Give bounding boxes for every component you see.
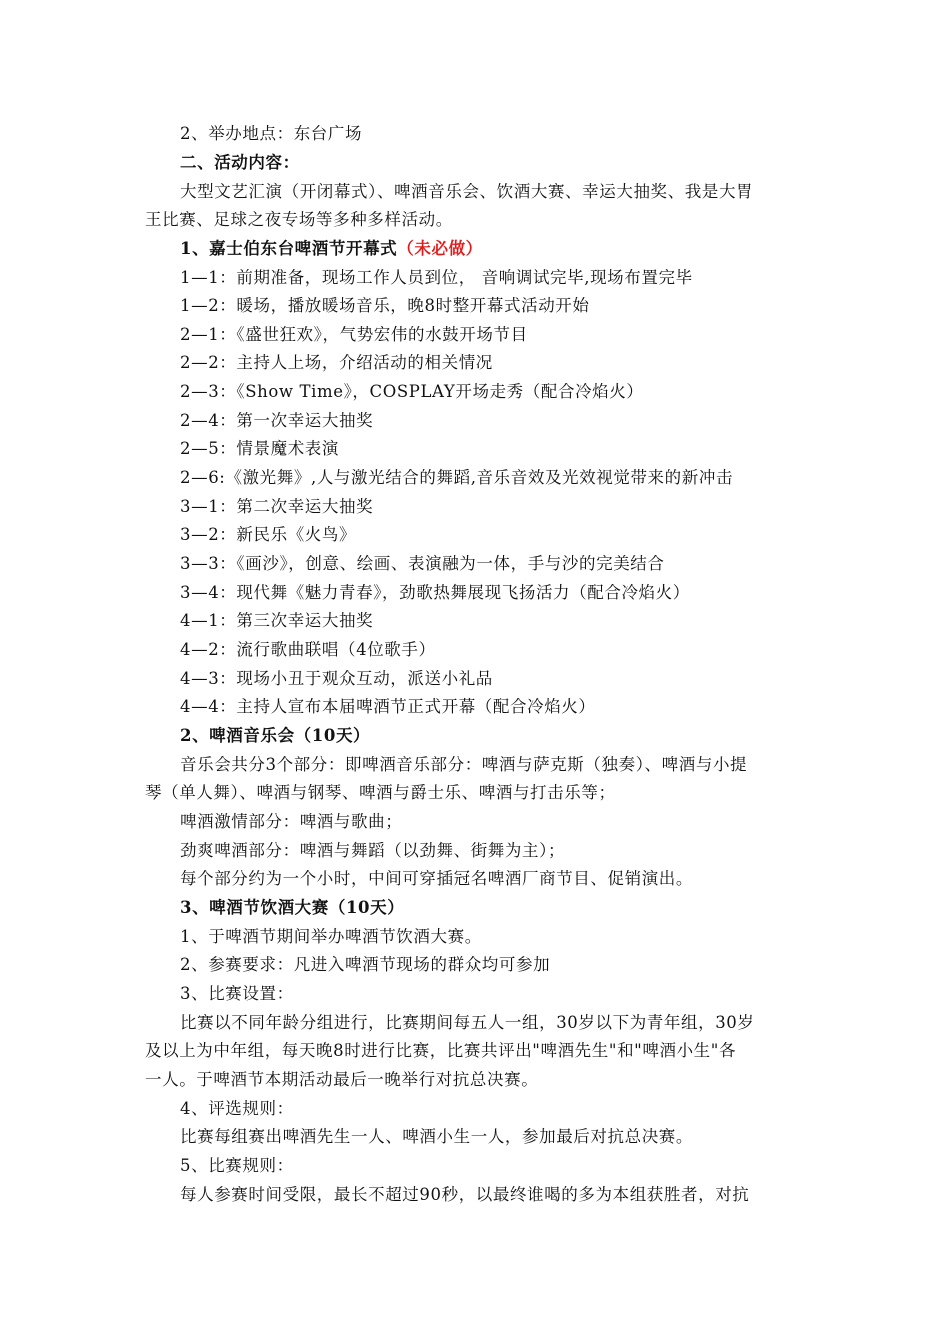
text-line: 4—1：第三次幸运大抽奖 [180,611,374,630]
text-line: 3—1：第二次幸运大抽奖 [180,497,374,516]
text-line: 2、举办地点：东台广场 [180,124,363,143]
text-line: 1、于啤酒节期间举办啤酒节饮酒大赛。 [180,927,482,946]
text-line: 2—2：主持人上场，介绍活动的相关情况 [180,353,493,372]
subsection-heading: 2、啤酒音乐会（10天） [180,726,371,745]
text-line: 每人参赛时间受限，最长不超过90秒，以最终谁喝的多为本组获胜者，对抗 [180,1185,750,1204]
text-line: 3、比赛设置： [180,984,294,1003]
text-line: 4、评选规则： [180,1099,294,1118]
text-line: 3—4：现代舞《魅力青春》，劲歌热舞展现飞扬活力（配合冷焰火） [180,583,690,602]
text-line: 4—4：主持人宣布本届啤酒节正式开幕（配合冷焰火） [180,697,596,716]
text-line: 3—3：《画沙》，创意、绘画、表演融为一体，手与沙的完美结合 [180,554,665,573]
text-line: 2—5：情景魔术表演 [180,439,339,458]
text-line: 一人。于啤酒节本期活动最后一晚举行对抗总决赛。 [145,1070,539,1089]
text-line: 5、比赛规则： [180,1156,294,1175]
text-line: 琴（单人舞）、啤酒与钢琴、啤酒与爵士乐、啤酒与打击乐等； [145,783,616,802]
text-line: 2—3：《Show Time》，COSPLAY开场走秀（配合冷焰火） [180,382,644,401]
text-line: 1—1：前期准备，现场工作人员到位， 音响调试完毕,现场布置完毕 [180,268,693,287]
text-line: 啤酒激情部分：啤酒与歌曲； [180,812,403,831]
text-line: 及以上为中年组，每天晚8时进行比赛，比赛共评出"啤酒先生"和"啤酒小生"各 [145,1041,737,1060]
text-line: 大型文艺汇演（开闭幕式）、啤酒音乐会、饮酒大赛、幸运大抽奖、我是大胃 [180,182,754,201]
text-line: 比赛每组赛出啤酒先生一人、啤酒小生一人，参加最后对抗总决赛。 [180,1127,693,1146]
note-red: （未必做） [397,239,483,258]
text-line: 2—4：第一次幸运大抽奖 [180,411,374,430]
text-line: 4—2：流行歌曲联唱（4位歌手） [180,640,436,659]
text-line: 2—6:《激光舞》,人与激光结合的舞蹈,音乐音效及光效视觉带来的新冲击 [180,468,734,487]
text-line: 王比赛、足球之夜专场等多种多样活动。 [145,210,453,229]
text-line: 比赛以不同年龄分组进行，比赛期间每五人一组，30岁以下为青年组，30岁 [180,1013,755,1032]
text-line: 1—2：暖场，播放暖场音乐，晚8时整开幕式活动开始 [180,296,590,315]
text-line: 3—2：新民乐《火鸟》 [180,525,357,544]
text-line: 劲爽啤酒部分：啤酒与舞蹈（以劲舞、街舞为主）； [180,841,566,860]
subsection-heading [180,239,845,259]
text-line: 每个部分约为一个小时，中间可穿插冠名啤酒厂商节目、促销演出。 [180,869,693,888]
text-line: 4—3：现场小丑于观众互动，派送小礼品 [180,669,493,688]
subsection-heading: 3、啤酒节饮酒大赛（10天） [180,898,405,917]
text-line: 2、参赛要求：凡进入啤酒节现场的群众均可参加 [180,955,551,974]
section-heading: 二、活动内容： [180,153,300,172]
subsection-title: 1、嘉士伯东台啤酒节开幕式 [180,239,398,258]
text-line: 音乐会共分3个部分：即啤酒音乐部分：啤酒与萨克斯（独奏）、啤酒与小提 [180,755,748,774]
text-line: 2—1：《盛世狂欢》，气势宏伟的水鼓开场节目 [180,325,528,344]
